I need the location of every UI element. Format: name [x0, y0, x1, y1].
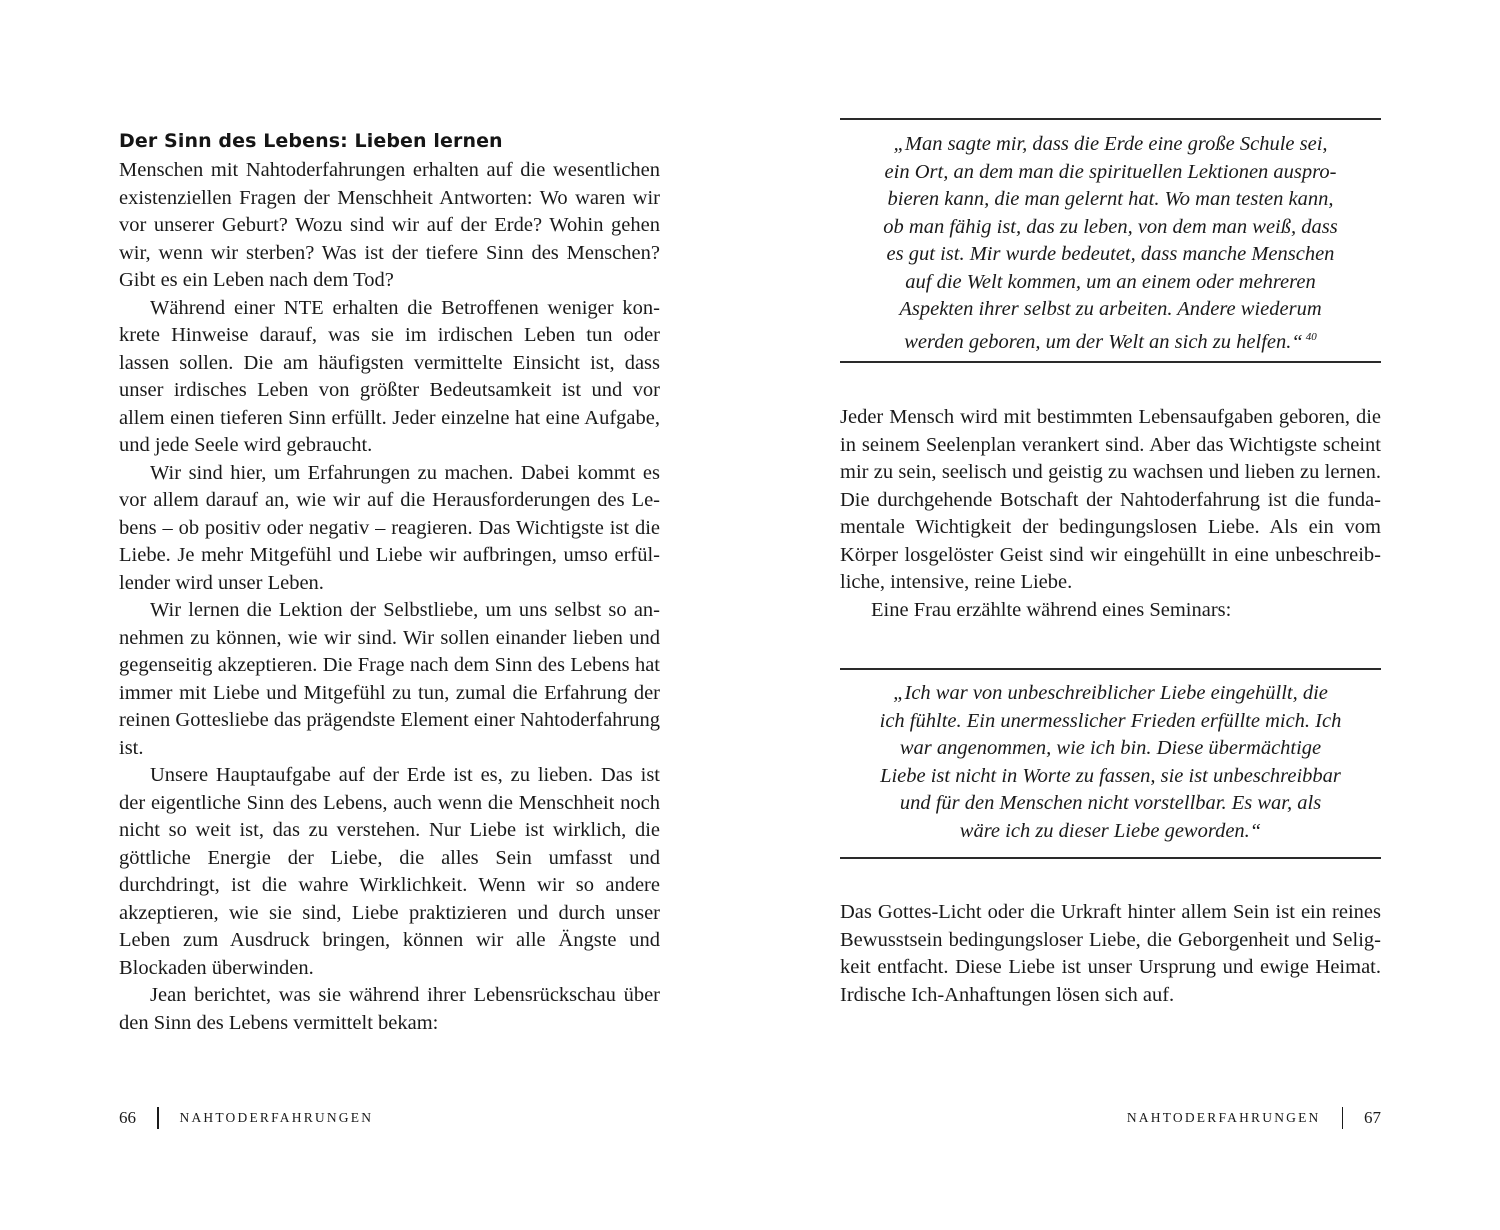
quote-line: Aspekten ihrer selbst zu arbeiten. Andere wiederum — [899, 298, 1322, 320]
quote-line: war angenommen, wie ich bin. Diese übermächtige — [899, 737, 1322, 759]
left-body-text — [119, 157, 660, 1037]
paragraph: Das Gottes-Licht oder die Urkraft hinter allem Sein ist ein reines Bewusstsein bedingungsloser Liebe, die Geborgenheit und Seligkeit entfacht. Diese Liebe ist unser Ursprung und ewige Heimat. Irdische Ich-Anhaftungen lösen sich auf. — [840, 901, 1381, 1006]
block-quote — [840, 668, 1381, 859]
quote-line: ich fühlte. Ein unermesslicher Frieden erfüllte mich. Ich — [879, 709, 1342, 732]
page-number: 66 — [119, 1108, 136, 1127]
left-page — [119, 0, 660, 1230]
quote-line: auf die Welt kommen, um an einem oder mehreren — [905, 270, 1316, 293]
paragraph: Unsere Hauptaufgabe auf der Erde ist es, zu lieben. Das ist der eigentliche Sinn des Lebens, auch wenn die Menschheit noch nicht so weit ist, das zu verstehen. Nur Liebe ist wirklich, die göttliche Energie der Liebe, die alles Sein umfasst und durchdringt, ist die wahre Wirklichkeit. Wenn wir so andere akzeptieren, wie sie sind, Liebe praktizieren und durch unser Leben zum Ausdruck bringen, können wir alle Ängste und Blockaden überwinden. — [119, 764, 660, 979]
quote-line: „Man sagte mir, dass die Erde eine große Schule sei, — [893, 133, 1328, 155]
right-page — [840, 0, 1381, 1230]
running-head: NAHTODERFAHRUNGEN — [179, 1110, 374, 1125]
quote-line — [840, 324, 1381, 357]
paragraph: Während einer NTE erhalten die Betroffenen weniger konkrete Hinweise darauf, was sie im irdischen Leben tun oder lassen sollen. Die am häufigsten vermittelte Einsicht ist, dass unser irdisches Leben von größter Bedeutsamkeit ist und vor allem einen tieferen Sinn erfüllt. Jeder einzelne hat eine Aufgabe, und jede Seele wird gebraucht. — [119, 296, 660, 456]
paragraph: Eine Frau erzählte während eines Seminars: — [871, 598, 1232, 621]
running-head: NAHTODERFAHRUNGEN — [1126, 1110, 1321, 1125]
footer-divider — [157, 1107, 159, 1129]
page-number: 67 — [1364, 1108, 1381, 1127]
quote-line: es gut ist. Mir wurde bedeutet, dass manche Menschen — [886, 243, 1335, 265]
footnote-marker: 40 — [1305, 330, 1317, 343]
paragraph: Wir lernen die Lektion der Selbstliebe, um uns selbst so annehmen zu können, wie wir sind. Wir sollen einander lieben und gegenseitig akzeptieren. Die Frage nach dem Sinn des Lebens hat immer mit Liebe und Mitgefühl zu tun, zumal die Erfahrung der reinen Gottesliebe das prägendste Element einer Nahtoderfahrung ist. — [119, 599, 660, 759]
right-body-text — [840, 404, 1381, 624]
section-heading: Der Sinn des Lebens: Lieben lernen — [119, 130, 503, 152]
right-footer — [1127, 1105, 1381, 1131]
quote-line: wäre ich zu dieser Liebe geworden.“ — [959, 819, 1262, 842]
footer-divider — [1342, 1107, 1344, 1129]
quote-line: ein Ort, an dem man die spirituellen Lektionen auspro- — [884, 160, 1337, 183]
right-body-text — [840, 899, 1381, 1009]
paragraph: Jean berichtet, was sie während ihrer Lebensrückschau über den Sinn des Lebens vermittelt bekam: — [119, 984, 660, 1034]
paragraph: Wir sind hier, um Erfahrungen zu machen. Dabei kommt es vor allem darauf an, wie wir auf die Herausforderungen des Lebens – ob positiv oder negativ – reagieren. Das Wichtigste ist die Liebe. Je mehr Mitgefühl und Liebe wir aufbringen, umso erfüllender wird unser Leben. — [119, 461, 660, 594]
quote-line: und für den Menschen nicht vorstellbar. Es war, als — [899, 792, 1322, 814]
quote-line: „Ich war von unbeschreiblicher Liebe eingehüllt, die — [893, 682, 1328, 704]
quote-line: ob man fähig ist, das zu leben, von dem man weiß, dass — [883, 215, 1338, 238]
quote-line-text: werden geboren, um der Welt an sich zu helfen.“ — [904, 330, 1303, 353]
left-footer — [119, 1105, 373, 1131]
paragraph: Jeder Mensch wird mit bestimmten Lebensaufgaben geboren, die in seinem Seelenplan verankert sind. Aber das Wichtigste scheint mir zu sein, seelisch und geistig zu wachsen und lieben zu lernen. Die durchgehende Botschaft der Nahtoderfahrung ist die fundamentale Wichtigkeit der bedingungslosen Liebe. Als ein vom Körper losgelöster Geist sind wir eingehüllt in eine unbeschreibliche, intensive, reine Liebe. — [840, 406, 1381, 593]
quote-line: Liebe ist nicht in Worte zu fassen, sie ist unbeschreibbar — [880, 764, 1341, 787]
paragraph: Menschen mit Nahtoderfahrungen erhalten auf die wesentlichen existenziellen Fragen der Menschheit Antworten: Wo waren wir vor unserer Geburt? Wozu sind wir auf der Erde? Wohin gehen wir, wenn wir sterben? Was ist der tiefere Sinn des Menschen? Gibt es ein Leben nach dem Tod? — [119, 159, 660, 291]
quote-line: bieren kann, die man gelernt hat. Wo man testen kann, — [887, 188, 1334, 210]
block-quote — [840, 118, 1381, 363]
